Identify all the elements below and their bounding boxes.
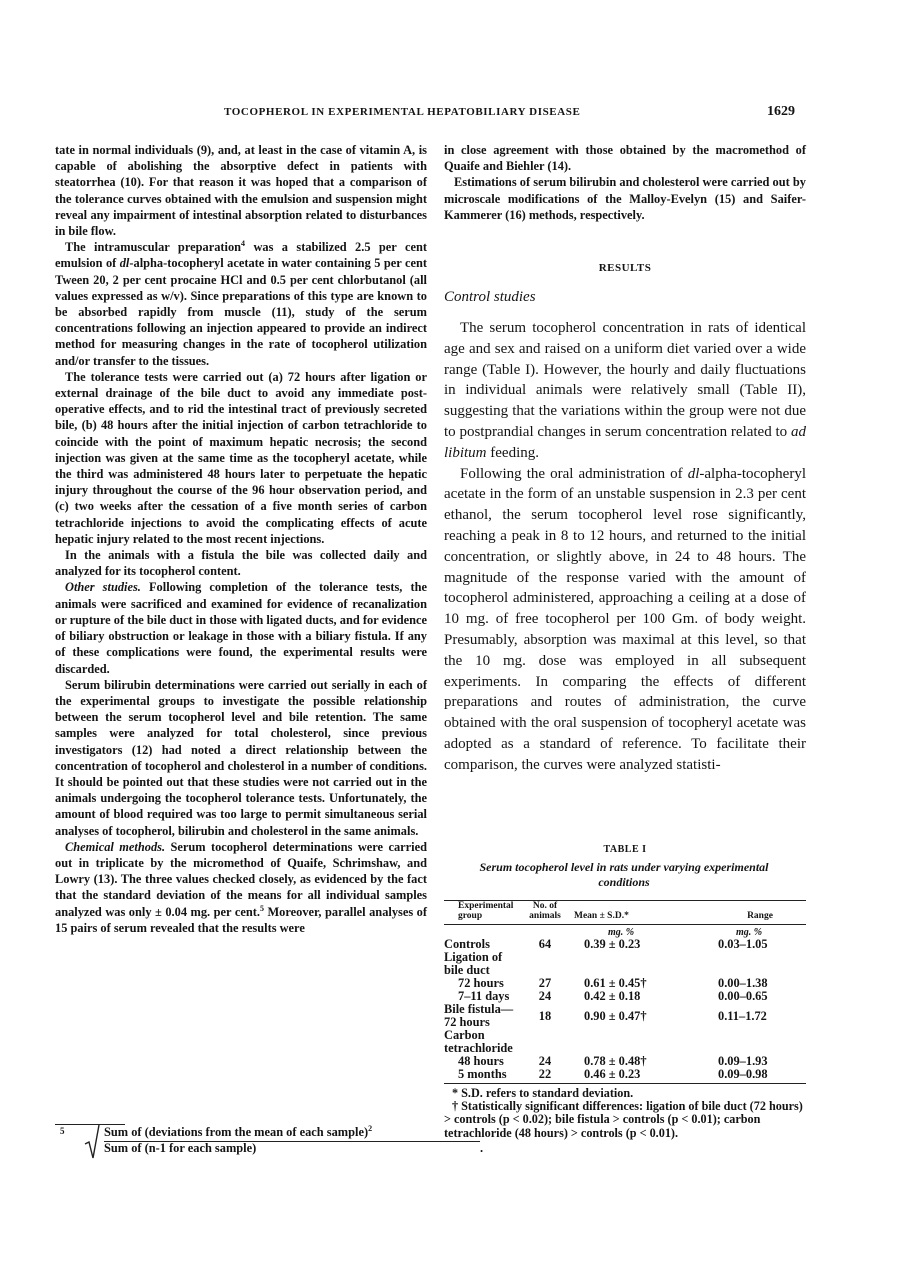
table-note: † Statistically significant differences: ligation of bile duct (72 hours) > controls (p < 0.02); bile fistula > controls (p < 0.01); carbon tetrachloride (48 hours) > controls (p < 0.01).	[444, 1099, 803, 1140]
cell-n: 18	[538, 1008, 552, 1023]
cell-mean: 0.90 ± 0.47†	[584, 1008, 647, 1023]
cell-range: 0.00–0.65	[718, 989, 768, 1003]
cell-n: 27	[538, 976, 552, 990]
table-row	[444, 951, 806, 977]
header-n: No. of animals	[529, 901, 561, 921]
paragraph: tate in normal individuals (9), and, at least in the case of vitamin A, is capable of abolishing the absorptive defect in patients with steatorrhea (10). For that reason it was hoped that a comparison of the tolerance curves obtained with the emulsion and suspension might reveal any impairment of intestinal absorption related to disturbances in bile flow.	[55, 143, 427, 239]
header-range: Range	[747, 911, 773, 921]
run-in-heading: Chemical methods.	[65, 839, 166, 854]
table-row	[444, 1003, 806, 1029]
cell-n	[522, 951, 568, 977]
header-group: Experimental group	[458, 901, 514, 921]
cell-group: 72 hours	[458, 976, 504, 990]
cell-range	[714, 951, 806, 977]
cell-mean	[568, 951, 714, 977]
footnote-numerator: Sum of (deviations from the mean of each sample)$^2$	[104, 1124, 480, 1142]
cell-range: 0.09–1.93	[718, 1054, 768, 1068]
cell-mean: 0.42 ± 0.18	[584, 989, 641, 1003]
paragraph: The serum tocopherol concentration in rats of identical age and sex and raised on a uniform diet varied over a wide range (Table I). However, the hourly and daily fluctuations in individual animals were relatively small (Table II), suggesting that the variations within the group were not due to postprandial changes in serum concentration related to ad libitum feeding.	[444, 320, 806, 461]
running-title: TOCOPHEROL IN EXPERIMENTAL HEPATOBILIARY DISEASE	[224, 106, 581, 118]
table-body	[444, 925, 806, 1084]
right-column-top	[444, 142, 806, 223]
table-caption: Serum tocopherol level in rats under varying experimental conditions	[479, 860, 769, 889]
left-column	[55, 142, 427, 936]
table-notes	[444, 1087, 806, 1140]
cell-group: Bile fistula—72 hours	[444, 1002, 514, 1029]
cell-mean: 0.39 ± 0.23	[584, 937, 641, 951]
header-mean: Mean ± S.D.*	[574, 911, 629, 921]
cell-range: 0.11–1.72	[718, 1008, 767, 1023]
cell-range: 0.03–1.05	[718, 937, 768, 951]
cell-mean	[568, 1029, 714, 1055]
footnote-ref: 5	[259, 903, 264, 913]
table-row	[444, 1029, 806, 1055]
table-note: * S.D. refers to standard deviation.	[452, 1086, 634, 1100]
footnote-denominator: Sum of (n-1 for each sample) .	[104, 1141, 484, 1155]
paragraph: The intramuscular preparation$^4$ was a stabilized 2.5 per cent emulsion of dl-alpha-tocopheryl acetate in water containing 5 per cent Tween 20, 2 per cent procaine HCl and 0.5 per cent chlorbutanol (all values expressed as w/v). Since preparations of this type are known to be absorbed rapidly from muscle (11), study of the serum concentrations following an injection appeared to provide an indirect method for measuring changes in the rate of tocopherol utilization and/or transfer to the tissues.	[55, 239, 427, 368]
paragraph: Estimations of serum bilirubin and cholesterol were carried out by microscale modifications of the Malloy-Evelyn (15) and Saifer-Kammerer (16) methods, respectively.	[444, 175, 806, 222]
paragraph: In the animals with a fistula the bile was collected daily and analyzed for its tocopherol content.	[55, 548, 427, 579]
cell-n: 64	[538, 937, 552, 951]
cell-group: Controls	[444, 937, 490, 951]
cell-mean: 0.61 ± 0.45†	[584, 976, 647, 990]
cell-n: 24	[538, 1054, 552, 1068]
page-number: 1629	[767, 104, 795, 119]
cell-group: 48 hours	[458, 1054, 504, 1068]
run-in-heading: Other studies.	[65, 580, 141, 595]
cell-range	[714, 1029, 806, 1055]
footnote-mark: 5	[60, 1126, 65, 1136]
table-row	[444, 1068, 806, 1081]
cell-n	[522, 1029, 568, 1055]
cell-group: Carbon tetrachloride	[444, 1028, 513, 1055]
cell-range: 0.09–0.98	[718, 1067, 768, 1081]
paragraph: Chemical methods. Serum tocopherol determinations were carried out in triplicate by the micromethod of Quaife, Schrimshaw, and Lowry (13). The three values checked closely, as evidenced by the fact that the standard deviation of the means for all individual samples analyzed was only ± 0.04 mg. per cent.$^5$ Moreover, parallel analyses of 15 pairs of serum revealed that the results were	[55, 839, 427, 935]
data-table	[444, 900, 806, 1084]
radical-sign	[84, 1124, 100, 1160]
right-column-main	[444, 318, 806, 776]
paragraph: Other studies. Following completion of the tolerance tests, the animals were sacrificed and examined for evidence of recanalization or rupture of the bile duct in those with ligated ducts, and for evidence of biliary obstruction or leakage in those with a biliary fistula. If any of these complications were found, the experimental results were discarded.	[55, 580, 427, 676]
paragraph: in close agreement with those obtained by the macromethod of Quaife and Biehler (14).	[444, 143, 806, 174]
cell-mean: 0.78 ± 0.48†	[584, 1054, 647, 1068]
paragraph: The tolerance tests were carried out (a) 72 hours after ligation or external drainage of the bile duct to avoid any immediate post-operative effects, and to rid the intestinal tract of previously secreted bile, (b) 48 hours after the initial injection of carbon tetrachloride to coincide with the point of maximum hepatic necrosis; the second injection was given at the same time as the tocopheryl acetate, while the third was administered 48 hours later to perpetuate the hepatic injury throughout the course of the 96 hour observation period, and (c) two weeks after the cessation of a five month series of carbon tetrachloride injections to avoid the complicating effects of acute hepatic injury related to the most recent injections.	[55, 369, 427, 546]
cell-range: 0.00–1.38	[718, 976, 768, 990]
subsection-heading: Control studies	[444, 289, 536, 305]
cell-n: 24	[538, 989, 552, 1003]
paragraph: Following the oral administration of dl-alpha-tocopheryl acetate in the form of an unstable suspension in 2.3 per cent ethanol, the serum tocopherol level rose significantly, reaching a peak in 8 to 12 hours, and returned to the initial concentration, or slightly above, in 24 to 48 hours. The magnitude of the response varied with the amount of tocopherol administered, approaching a ceiling at a dose of 10 mg. of free tocopherol per 100 Gm. of body weight. Presumably, absorption was maximal at this level, so that the 10 mg. dose was employed in all subsequent experiments. In comparing the effects of different preparations and routes of administration, the curve obtained with the oral suspension of tocopheryl acetate was adopted as a standard of reference. To facilitate their comparison, the curves were analyzed statisti-	[444, 465, 806, 773]
cell-n: 22	[538, 1067, 552, 1081]
units-row: mg. % mg. %	[608, 927, 763, 938]
cell-group: 5 months	[458, 1067, 507, 1081]
paragraph: Serum bilirubin determinations were carried out serially in each of the experimental groups to investigate the possible relationship between the serum tocopherol level and bile retention. The same samples were analyzed for total cholesterol, since previous investigators (12) had noted a direct relationship between the concentration of tocopherol and cholesterol in a number of conditions. It should be pointed out that these studies were not carried out in the animals undergoing the tocopherol tolerance tests. Unfortunately, the amount of blood required was too large to permit simultaneous serial analyses of tocopherol, bilirubin and cholesterol in the same animals.	[55, 677, 427, 838]
footnote-ref: 4	[241, 239, 246, 249]
cell-group: Ligation of bile duct	[444, 950, 503, 977]
cell-group: 7–11 days	[458, 989, 510, 1003]
section-heading: RESULTS	[598, 262, 652, 274]
cell-mean: 0.46 ± 0.23	[584, 1067, 641, 1081]
table-label: TABLE I	[603, 844, 647, 855]
